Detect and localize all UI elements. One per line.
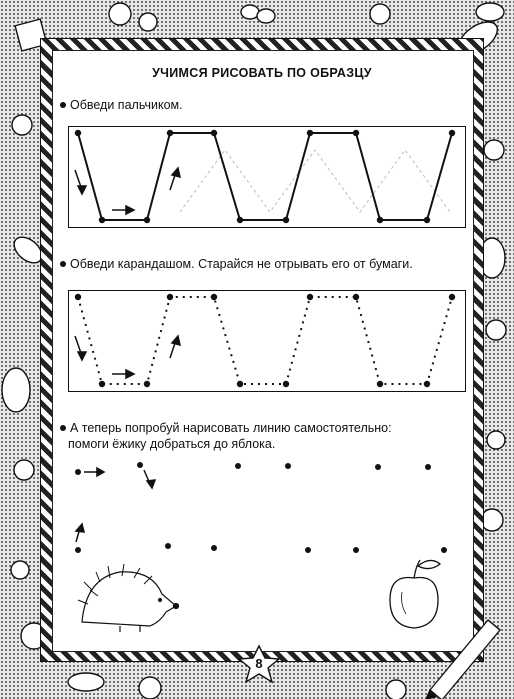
task-3-text-line2: помоги ёжику добраться до яблока. [68, 437, 276, 451]
arrow-icon [75, 168, 180, 214]
arrow-icon [75, 336, 180, 378]
faint-guide-line [180, 150, 450, 212]
hedgehog-icon [78, 564, 179, 632]
pencil-icon [426, 620, 500, 699]
dotted-zigzag-line [78, 297, 452, 384]
solid-zigzag-line [78, 133, 452, 220]
apple-icon [390, 560, 440, 628]
task-2-text: Обведи карандашом. Старайся не отрывать его от бумаги. [70, 257, 413, 271]
arrow-icon [76, 468, 155, 542]
free-drawing-dots [75, 462, 447, 553]
task-1-text: Обведи пальчиком. [70, 98, 183, 112]
task-3-text-line1: А теперь попробуй нарисовать линию самостоятельно: [70, 421, 392, 435]
page-title: УЧИМСЯ РИСОВАТЬ ПО ОБРАЗЦУ [152, 66, 372, 80]
page-number: 8 [255, 656, 263, 671]
